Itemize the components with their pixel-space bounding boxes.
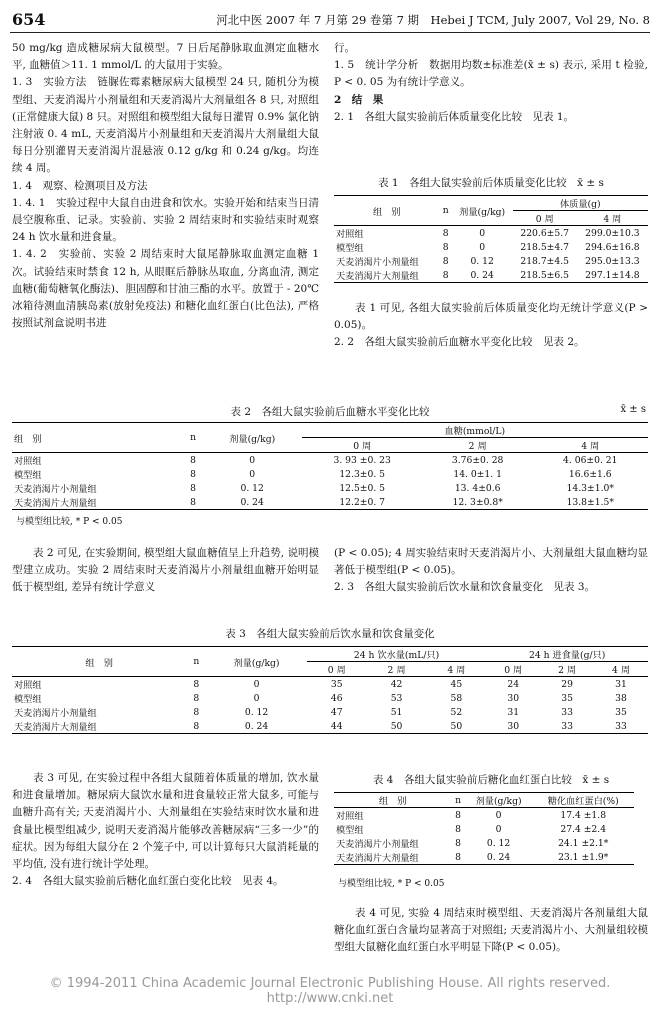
table-row: 天麦消渴片小剂量组 8 0. 12 47 51 52 31 33 35 [14, 706, 627, 719]
table-header: 糖化血红蛋白(%) [547, 796, 619, 807]
journal-running-head: 河北中医 2007 年 7 月第 29 卷第 7 期 Hebei J TCM, July 2007, Vol 29, No. 8 [216, 13, 650, 27]
table4-note: 与模型组比较, * P < 0.05 [338, 879, 445, 889]
table-header: 0 周 [504, 665, 523, 676]
paragraph: 1. 4. 2 实验前、实验 2 周结束时大鼠尾静脉取血测定血糖 1 次。试验结束时禁食 12 h, 从眼眶后静脉丛取血, 分离血清, 测定血糖(葡萄糖氧化酶法)、胆固醇和甘油三酯的水平。放置于 - 20℃ 冰箱待测血清胰岛素(放射免疫法) 和糖化血红蛋白(比色法), 严格按照试剂盒说明书进 [12, 248, 319, 330]
mid-right-text [334, 545, 648, 597]
right-column-top [334, 40, 648, 126]
paragraph: 1. 5 统计学分析 数据用均数±标准差(x̄ ± s) 表示, 采用 t 检验, P < 0. 05 为有统计学意义。 [334, 59, 648, 89]
table-row: 模型组 8 0 12.3±0. 5 14. 0±1. 1 16.6±1.6 [14, 468, 612, 481]
paragraph: 1. 3 实验方法 链脲佐霉素糖尿病大鼠模型 24 只, 随机分为模型组、天麦消渴片小剂量组和天麦消渴片大剂量组各 8 只, 对照组(正常健康大鼠) 8 只。对照组和模型组大鼠每日灌胃 0.9% 氯化钠注射液 0. 4 mL, 天麦消渴片小剂量组和天麦消渴片大剂量组大鼠每日分别灌胃天麦消渴片混悬液 0.12 g/kg 和 0.24 g/kg。均连续 4 周。 [12, 76, 319, 175]
table-header: 4 周 [581, 441, 600, 452]
section-heading: 1. 4 观察、检测项目及方法 [12, 179, 148, 192]
bottom-right-text [334, 905, 648, 957]
table-header: 2 周 [387, 665, 406, 676]
table-header: 0 周 [327, 665, 346, 676]
table-row: 天麦消渴片小剂量组 8 0. 12 24.1 ±2.1* [336, 837, 609, 850]
table-row: 对照组 8 0 35 42 45 24 29 31 [14, 678, 627, 691]
bottom-left-text [12, 770, 319, 890]
right-column-mid [334, 300, 648, 352]
table-row: 天麦消渴片小剂量组 8 0. 12 218.7±4.5 295.0±13.3 [336, 255, 640, 268]
paragraph: 表 1 可见, 各组大鼠实验前后体质量变化均无统计学意义(P > 0.05)。 [334, 302, 648, 332]
table-row: 天麦消渴片大剂量组 8 0. 24 23.1 ±1.9* [334, 850, 634, 865]
table-header: 剂量(g/kg) [475, 796, 522, 807]
section-heading: 2. 3 各组大鼠实验前后饮水量和饮食量变化 见表 3。 [334, 581, 596, 594]
left-column-top [12, 40, 319, 332]
table-row: 模型组 8 0 27.4 ±2.4 [336, 823, 607, 836]
table-header: 体质量(g) [513, 196, 648, 211]
table-header: 剂量(g/kg) [459, 206, 506, 218]
table-header: 剂量(g/kg) [229, 433, 276, 445]
table-header: 组 别 [378, 796, 407, 807]
page-number: 654 [12, 10, 46, 29]
paragraph: 表 2 可见, 在实验期间, 模型组大鼠血糖值呈上升趋势, 说明模型建立成功。实验 2 周结束时天麦消渴片小剂量组血糖开始明显低于模型组, 差异有统计学意义 [12, 547, 319, 594]
table-header: 24 h 饮水量(mL/只) [307, 647, 487, 662]
table-row: 模型组 8 0 46 53 58 30 35 38 [14, 692, 627, 705]
table-row: 模型组 8 0 218.5±4.7 294.6±16.8 [336, 241, 640, 254]
table-row: 对照组 8 0 220.6±5.7 299.0±10.3 [336, 227, 640, 240]
table-header: 组 别 [373, 206, 401, 218]
paragraph: 表 4 可见, 实验 4 周结束时模型组、天麦消渴片各剂量组大鼠糖化血红蛋白含量均显著高于对照组; 天麦消渴片小、大剂量组较模型组大鼠糖化血红蛋白水平明显下降(P < 0.05)。 [334, 907, 648, 954]
table-header: 组 别 [14, 433, 42, 445]
table-header: 0 周 [353, 441, 372, 452]
table-header: 24 h 进食量(g/只) [486, 647, 648, 662]
table-header: 剂量(g/kg) [233, 657, 280, 669]
section-heading: 2. 2 各组大鼠实验前后血糖水平变化比较 见表 2。 [334, 336, 585, 349]
table-row: 对照组 8 0 3. 93 ±0. 23 3.76±0. 28 4. 06±0. 21 [14, 454, 618, 467]
table1 [334, 195, 648, 283]
table4-caption: 表 4 各组大鼠实验前后糖化血红蛋白比较 x̄ ± s [372, 774, 610, 786]
copyright-footer: © 1994-2011 China Academic Journal Electronic Publishing House. All rights reserved. http://www.cnki.net [49, 976, 624, 1006]
table-header: 2 周 [468, 441, 487, 452]
table1-caption: 表 1 各组大鼠实验前后体质量变化比较 x̄ ± s [378, 177, 604, 189]
paragraph: 50 mg/kg 造成糖尿病大鼠模型。7 日后尾静脉取血测定血糖水平, 血糖值＞11. 1 mmol/L 的大鼠用于实验。 [12, 42, 319, 72]
table-row: 天麦消渴片大剂量组 8 0. 24 218.5±6.5 297.1±14.8 [334, 268, 648, 283]
section-heading: 2 结 果 [334, 93, 384, 106]
table-header: n [193, 656, 200, 667]
section-heading: 2. 4 各组大鼠实验前后糖化血红蛋白变化比较 见表 4。 [12, 875, 284, 888]
table-header: n [190, 432, 196, 443]
table-header: 4 周 [612, 665, 631, 676]
table-header: n [442, 205, 449, 216]
table2-caption: 表 2 各组大鼠实验前后血糖水平变化比较 [230, 406, 430, 418]
paragraph: 表 3 可见, 在实验过程中各组大鼠随着体质量的增加, 饮水量和进食量增加。糖尿病大鼠饮水量和进食量较正常大鼠多, 可能与血糖升高有关; 天麦消渴片小、大剂量组在实验结束时饮水量和进食量比模型组减少, 说明天麦消渴片能够改善糖尿病“三多一少”的症状。因为每组大鼠分在 2 个笼子中, 可以计算每只大鼠消耗量的平均值, 没有进行统计学处理。 [12, 772, 319, 871]
table2-stat: x̄ ± s [620, 404, 646, 415]
paragraph: (P < 0.05); 4 周实验结束时天麦消渴片小、大剂量组大鼠血糖均显著低于模型组(P < 0.05)。 [334, 547, 648, 577]
section-heading: 2. 1 各组大鼠实验前后体质量变化比较 见表 1。 [334, 110, 575, 123]
table2 [12, 422, 648, 510]
table-row: 天麦消渴片大剂量组 8 0. 24 12.2±0. 7 12. 3±0.8* 13.8±1.5* [12, 495, 648, 510]
paragraph: 1. 4. 1 实验过程中大鼠自由进食和饮水。实验开始和结束当日清晨空腹称重、记录。实验前、实验 2 周结束时和实验结束时观察 24 h 饮水量和进食量。 [12, 196, 319, 244]
table-header: 血糖(mmol/L) [302, 423, 648, 438]
table-header: 组 别 [85, 657, 113, 669]
table-header: 0 周 [535, 214, 554, 225]
table3 [12, 646, 648, 734]
table-header: 2 周 [558, 665, 577, 676]
table3-caption: 表 3 各组大鼠实验前后饮水量和饮食量变化 [225, 628, 435, 640]
mid-left-text [12, 545, 319, 597]
table-row: 对照组 8 0 17.4 ±1.8 [336, 809, 607, 822]
header-rule [10, 32, 650, 33]
table-header: 4 周 [447, 665, 466, 676]
table-header: n [455, 794, 461, 806]
table-row: 天麦消渴片大剂量组 8 0. 24 44 50 50 30 33 33 [12, 719, 648, 734]
paragraph: 行。 [334, 42, 355, 54]
table2-note: 与模型组比较, * P < 0.05 [16, 517, 123, 527]
table-row: 天麦消渴片小剂量组 8 0. 12 12.5±0. 5 13. 4±0.6 14.3±1.0* [14, 482, 614, 495]
table4 [334, 792, 634, 865]
table-header: 4 周 [603, 214, 622, 225]
